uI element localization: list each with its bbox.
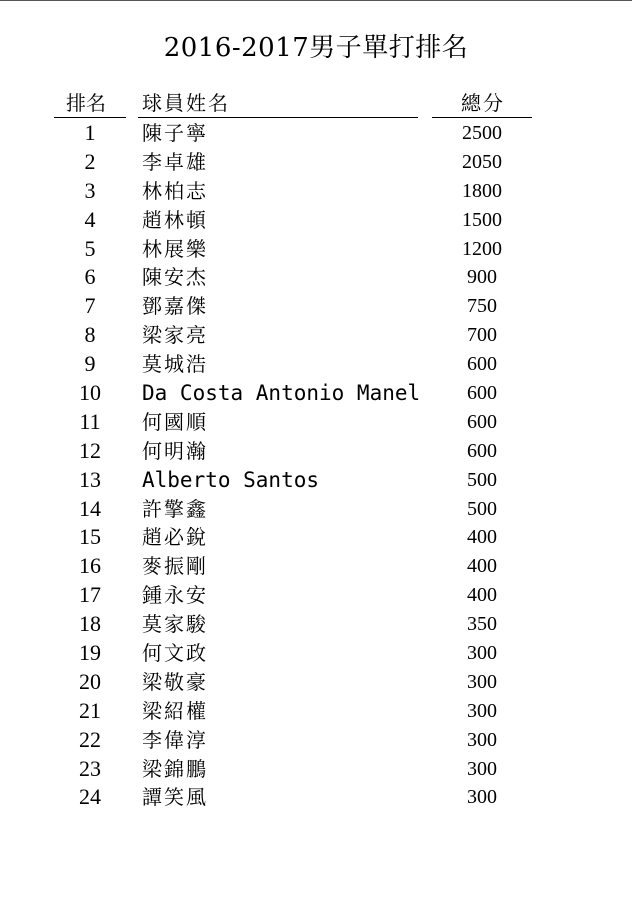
player-name-cell: 梁家亮 bbox=[142, 323, 208, 348]
score-cell: 2050 bbox=[462, 150, 502, 173]
header-player-name: 球員姓名 bbox=[142, 91, 230, 115]
score-cell: 500 bbox=[467, 468, 497, 491]
player-name-cell: Alberto Santos bbox=[142, 467, 320, 492]
rank-cell: 12 bbox=[79, 437, 101, 463]
score-cell: 600 bbox=[467, 382, 497, 405]
table-row bbox=[0, 581, 632, 610]
player-name-cell: 李卓雄 bbox=[142, 149, 208, 174]
score-cell: 600 bbox=[467, 439, 497, 462]
score-cell: 500 bbox=[467, 497, 497, 520]
player-name-cell: 許擎鑫 bbox=[142, 496, 208, 521]
score-cell: 2500 bbox=[462, 122, 502, 144]
player-name-cell: 林柏志 bbox=[142, 178, 208, 203]
player-name-cell: 鄧嘉傑 bbox=[142, 294, 208, 319]
rank-cell: 16 bbox=[79, 553, 101, 579]
table-row bbox=[0, 235, 632, 264]
player-name-cell: 梁錦鵬 bbox=[142, 756, 208, 781]
player-name-cell: 譚笑風 bbox=[142, 785, 208, 810]
rank-cell: 6 bbox=[84, 264, 96, 290]
player-name-cell: 莫城浩 bbox=[142, 352, 208, 377]
rank-cell: 4 bbox=[84, 206, 96, 232]
player-name-cell: 趙林頓 bbox=[142, 207, 208, 232]
table-row bbox=[0, 321, 632, 350]
score-cell: 300 bbox=[467, 786, 497, 809]
table-row bbox=[0, 408, 632, 437]
rank-cell: 8 bbox=[84, 322, 96, 348]
table-row bbox=[0, 610, 632, 639]
player-name-cell: 林展樂 bbox=[142, 236, 208, 261]
score-cell: 300 bbox=[467, 670, 497, 693]
score-cell: 1200 bbox=[462, 237, 502, 260]
table-row bbox=[0, 350, 632, 379]
rank-cell: 21 bbox=[79, 697, 101, 723]
rank-cell: 19 bbox=[79, 640, 101, 666]
header-total-score: 總分 bbox=[461, 91, 505, 115]
rank-cell: 9 bbox=[84, 351, 96, 377]
score-cell: 300 bbox=[467, 699, 497, 722]
rank-cell: 23 bbox=[79, 755, 101, 781]
table-header bbox=[0, 88, 632, 118]
table-row bbox=[0, 552, 632, 581]
table-row bbox=[0, 668, 632, 697]
score-cell: 600 bbox=[467, 353, 497, 376]
ranking-table-body bbox=[0, 119, 632, 812]
rank-cell: 10 bbox=[79, 380, 101, 406]
rank-cell: 1 bbox=[84, 120, 96, 145]
table-row bbox=[0, 148, 632, 177]
player-name-cell: 莫家駿 bbox=[142, 612, 208, 637]
table-row bbox=[0, 177, 632, 206]
score-cell: 600 bbox=[467, 410, 497, 433]
player-name-cell: Da Costa Antonio Manel bbox=[142, 381, 421, 406]
player-name-cell: 鍾永安 bbox=[142, 583, 208, 608]
score-cell: 350 bbox=[467, 613, 497, 636]
table-row bbox=[0, 292, 632, 321]
rank-cell: 13 bbox=[79, 466, 101, 492]
score-cell: 400 bbox=[467, 555, 497, 578]
table-row bbox=[0, 437, 632, 466]
header-underline-name bbox=[138, 117, 418, 118]
header-underline-score bbox=[432, 117, 532, 118]
player-name-cell: 趙必銳 bbox=[142, 525, 208, 550]
rank-cell: 5 bbox=[84, 235, 96, 261]
header-rank: 排名 bbox=[66, 91, 106, 115]
score-cell: 400 bbox=[467, 526, 497, 549]
table-row bbox=[0, 523, 632, 552]
table-row bbox=[0, 263, 632, 292]
table-row bbox=[0, 697, 632, 726]
rank-cell: 2 bbox=[84, 148, 96, 174]
table-row bbox=[0, 466, 632, 495]
rank-cell: 11 bbox=[79, 408, 101, 434]
table-row bbox=[0, 783, 632, 812]
player-name-cell: 何國順 bbox=[142, 409, 208, 434]
score-cell: 400 bbox=[467, 584, 497, 607]
score-cell: 900 bbox=[467, 266, 497, 289]
table-row bbox=[0, 726, 632, 755]
table-row bbox=[0, 379, 632, 408]
page-title: 2016-2017男子單打排名 bbox=[163, 33, 469, 63]
rank-cell: 3 bbox=[84, 177, 96, 203]
table-row bbox=[0, 206, 632, 235]
rank-cell: 15 bbox=[79, 524, 101, 550]
header-underline-rank bbox=[54, 117, 126, 118]
score-cell: 700 bbox=[467, 324, 497, 347]
table-row bbox=[0, 755, 632, 784]
table-row bbox=[0, 119, 632, 148]
score-cell: 300 bbox=[467, 728, 497, 751]
player-name-cell: 何文政 bbox=[142, 641, 208, 666]
rank-cell: 14 bbox=[79, 495, 101, 521]
score-cell: 1500 bbox=[462, 208, 502, 231]
rank-cell: 20 bbox=[79, 668, 101, 694]
player-name-cell: 何明瀚 bbox=[142, 438, 208, 463]
player-name-cell: 李偉淳 bbox=[142, 727, 208, 752]
score-cell: 300 bbox=[467, 757, 497, 780]
rank-cell: 18 bbox=[79, 611, 101, 637]
score-cell: 750 bbox=[467, 295, 497, 318]
player-name-cell: 陳安杰 bbox=[142, 265, 208, 290]
rank-cell: 22 bbox=[79, 726, 101, 752]
table-row bbox=[0, 495, 632, 524]
top-border-line bbox=[0, 0, 632, 1]
player-name-cell: 麥振剛 bbox=[142, 554, 208, 579]
rank-cell: 7 bbox=[84, 293, 96, 319]
table-row bbox=[0, 639, 632, 668]
player-name-cell: 梁敬豪 bbox=[142, 669, 208, 694]
player-name-cell: 陳子寧 bbox=[142, 121, 208, 145]
player-name-cell: 梁紹權 bbox=[142, 698, 208, 723]
score-cell: 300 bbox=[467, 642, 497, 665]
rank-cell: 24 bbox=[79, 784, 101, 810]
score-cell: 1800 bbox=[462, 179, 502, 202]
rank-cell: 17 bbox=[79, 582, 101, 608]
